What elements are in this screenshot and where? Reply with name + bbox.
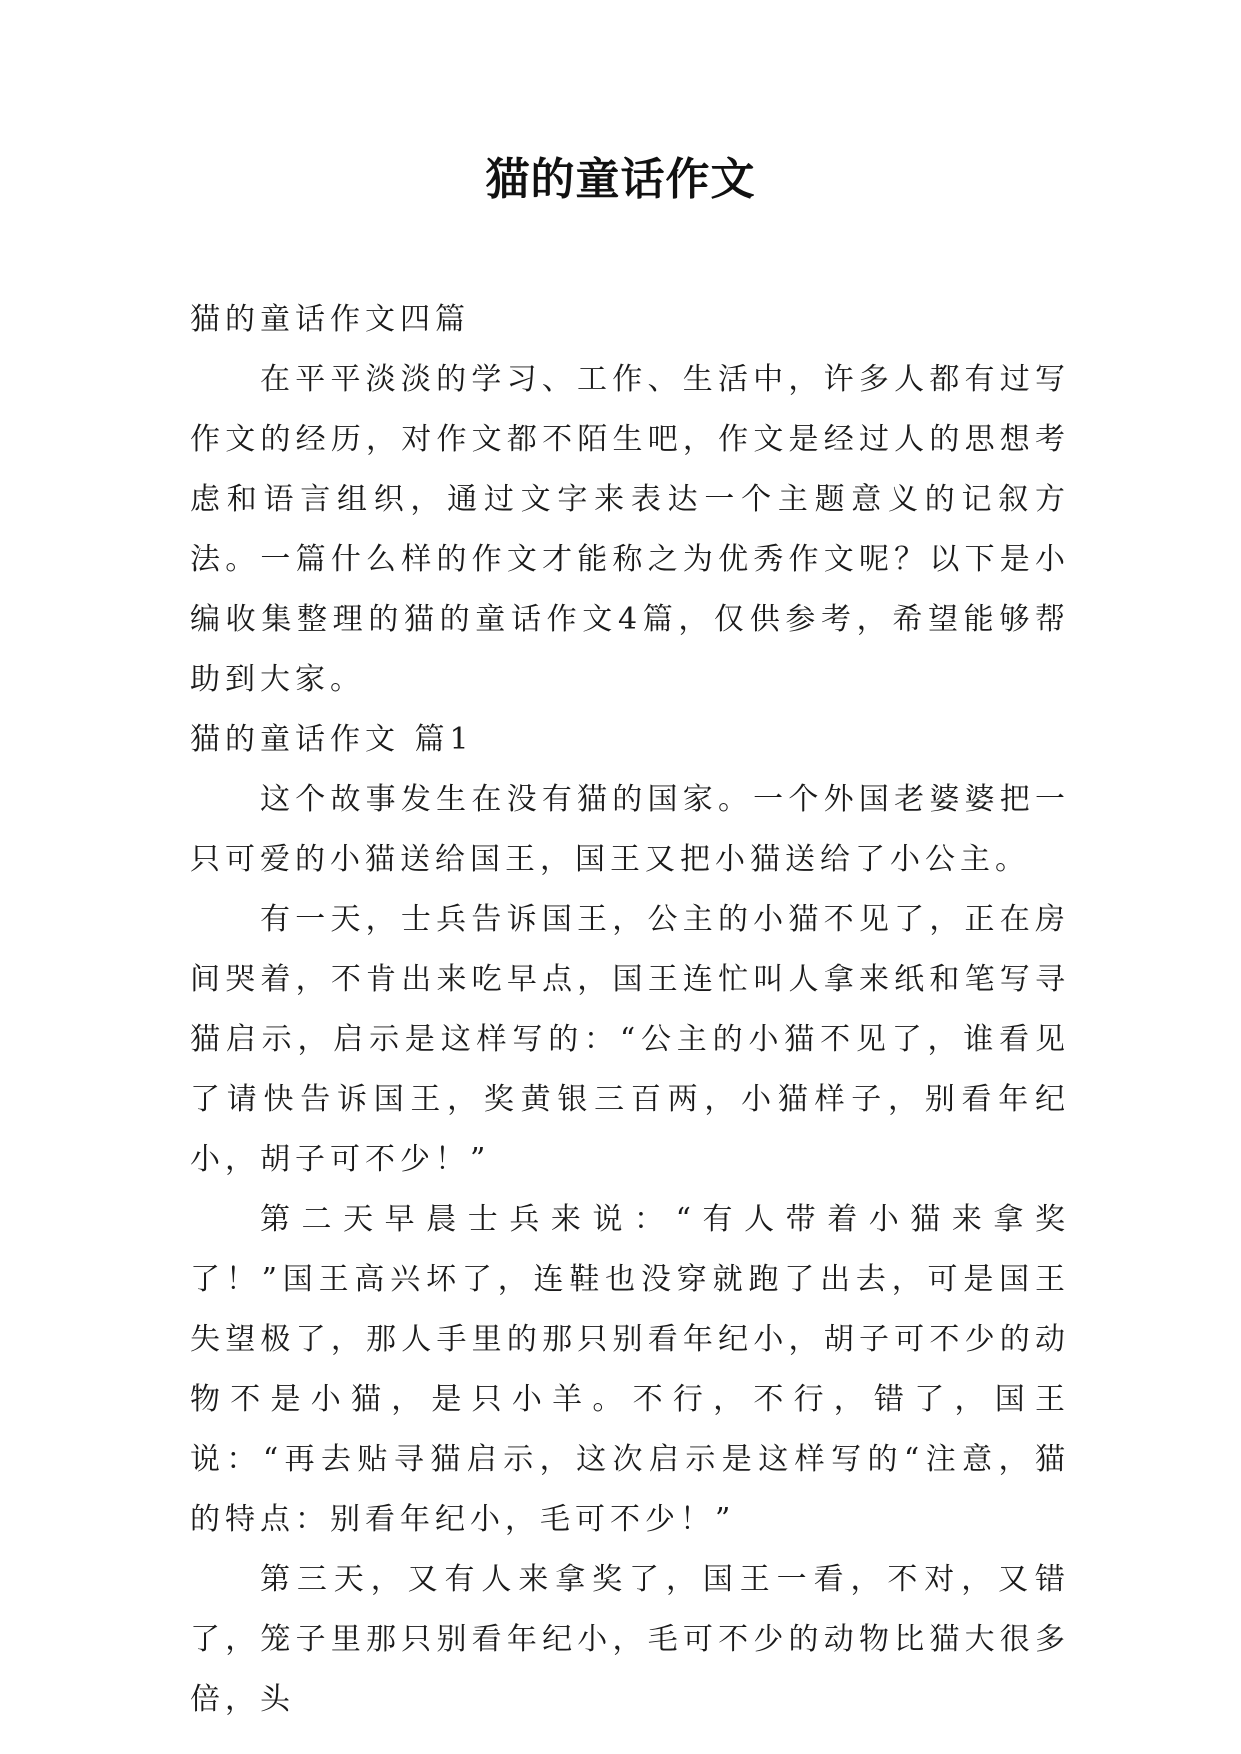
- body-paragraph: 这个故事发生在没有猫的国家。一个外国老婆婆把一只可爱的小猫送给国王，国王又把小猫送给了小公主。: [190, 782, 1070, 877]
- document-title: 猫的童话作文: [485, 154, 756, 205]
- section-heading: 猫的童话作文四篇: [190, 302, 470, 337]
- body-paragraph: 第三天，又有人来拿奖了，国王一看，不对，又错了，笼子里那只别看年纪小，毛可不少的动物比猫大很多倍，头: [190, 1562, 1070, 1717]
- document-body: [190, 290, 1070, 1730]
- body-paragraph: 有一天，士兵告诉国王，公主的小猫不见了，正在房间哭着，不肯出来吃早点，国王连忙叫人拿来纸和笔写寻猫启示，启示是这样写的：“公主的小猫不见了，谁看见了请快告诉国王，奖黄银三百两，小猫样子，别看年纪小，胡子可不少！”: [190, 902, 1070, 1177]
- body-paragraph: 在平平淡淡的学习、工作、生活中，许多人都有过写作文的经历，对作文都不陌生吧，作文是经过人的思想考虑和语言组织，通过文字来表达一个主题意义的记叙方法。一篇什么样的作文才能称之为优秀作文呢？以下是小编收集整理的猫的童话作文4篇，仅供参考，希望能够帮助到大家。: [190, 362, 1070, 697]
- section-heading: 猫的童话作文 篇1: [190, 722, 474, 757]
- body-paragraph: 第二天早晨士兵来说：“有人带着小猫来拿奖了！”国王高兴坏了，连鞋也没穿就跑了出去，可是国王失望极了，那人手里的那只别看年纪小，胡子可不少的动物不是小猫，是只小羊。不行，不行，错了，国王说：“再去贴寻猫启示，这次启示是这样写的“注意，猫的特点：别看年纪小，毛可不少！”: [190, 1202, 1070, 1537]
